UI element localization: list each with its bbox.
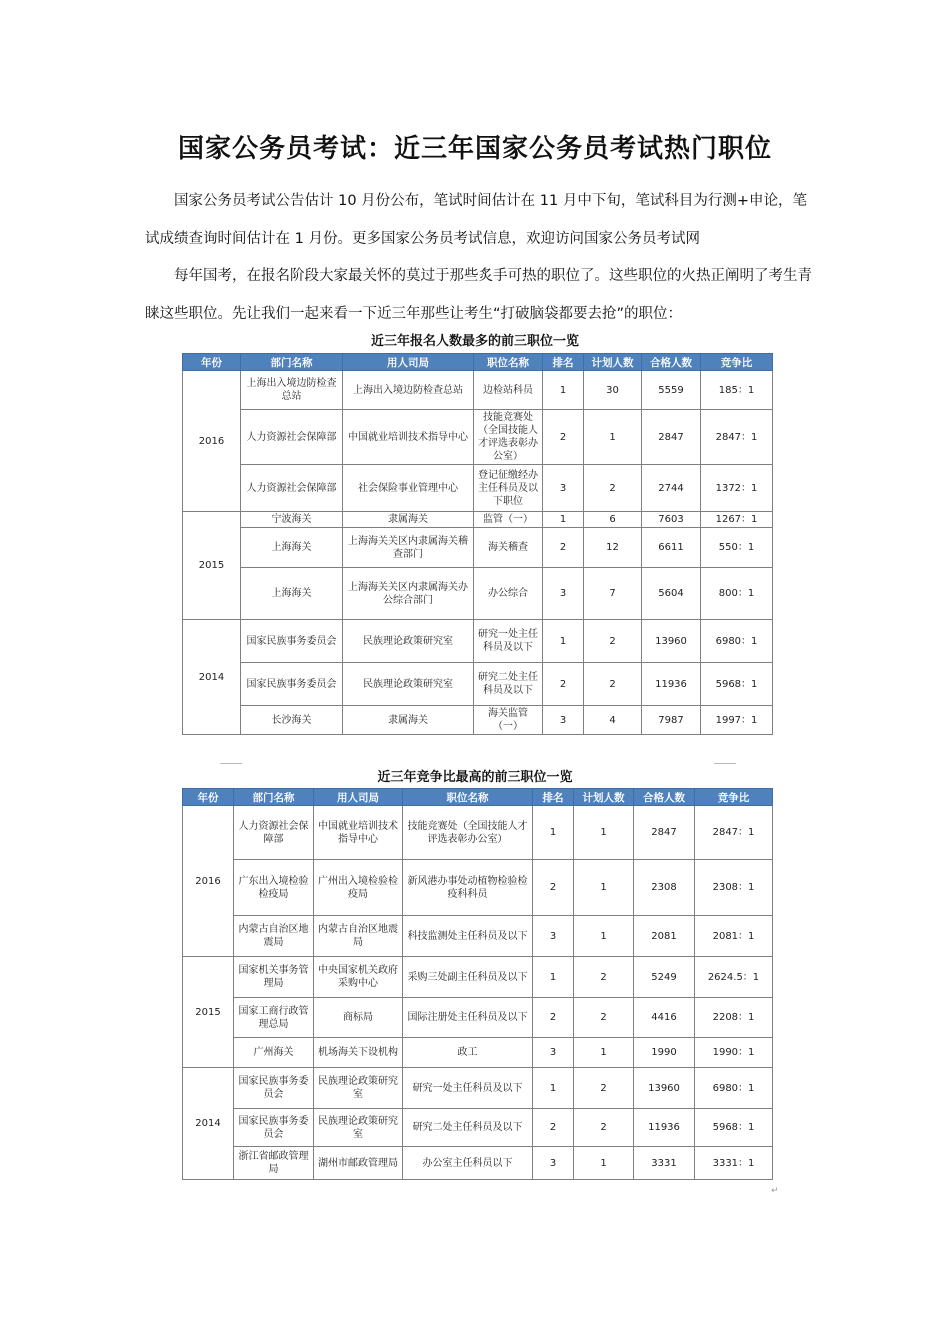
table-cell: 中国就业培训技术指导中心 (314, 806, 403, 860)
col-header: 用人司局 (343, 354, 474, 371)
table-cell: 3 (533, 916, 574, 957)
table-row (183, 568, 773, 620)
col-header: 用人司局 (314, 789, 403, 806)
table-cell: 国家民族事务委员会 (234, 1068, 314, 1109)
col-header: 排名 (533, 789, 574, 806)
table-cell: 4416 (634, 998, 695, 1038)
table-cell: 机场海关下设机构 (314, 1038, 403, 1068)
table-cell: 社会保险事业管理中心 (343, 465, 474, 512)
table-cell: 1 (574, 1147, 634, 1180)
col-header: 竞争比 (695, 789, 773, 806)
paragraph-mark: ↵ (771, 1186, 779, 1196)
table-cell: 广州海关 (234, 1038, 314, 1068)
table-row (183, 663, 773, 706)
table-cell: 国家工商行政管理总局 (234, 998, 314, 1038)
table-cell: 3 (543, 465, 584, 512)
table-cell: 边检站科员 (474, 371, 543, 410)
table-cell: 办公室主任科员以下 (403, 1147, 533, 1180)
table-cell: 研究二处主任科员及以下 (403, 1109, 533, 1147)
table-cell: 国家民族事务委员会 (241, 620, 343, 663)
table-cell: 185：1 (701, 371, 773, 410)
table-cell: 民族理论政策研究室 (343, 663, 474, 706)
table-cell: 11936 (634, 1109, 695, 1147)
table-row (183, 512, 773, 528)
table-cell: 800：1 (701, 568, 773, 620)
col-header: 年份 (183, 789, 234, 806)
table-cell: 3 (543, 568, 584, 620)
most-applicants-table (182, 353, 773, 735)
table-header-row (183, 354, 773, 371)
divider (220, 763, 242, 764)
table-cell: 7987 (642, 706, 701, 735)
table-cell: 1997：1 (701, 706, 773, 735)
table-cell: 2 (584, 620, 642, 663)
table-cell: 上海海关 (241, 568, 343, 620)
table-cell: 研究一处主任科员及以下 (403, 1068, 533, 1109)
table-cell: 民族理论政策研究室 (343, 620, 474, 663)
table-cell: 1 (543, 512, 584, 528)
table-cell: 内蒙古自治区地震局 (314, 916, 403, 957)
table-row (183, 410, 773, 465)
col-header: 部门名称 (241, 354, 343, 371)
table-row (183, 706, 773, 735)
table-cell: 2 (574, 998, 634, 1038)
table-cell: 2 (584, 663, 642, 706)
table-cell: 研究二处主任科员及以下 (474, 663, 543, 706)
table-cell: 2847：1 (701, 410, 773, 465)
table-cell: 广州出入境检验检疫局 (314, 860, 403, 916)
table-row (183, 1109, 773, 1147)
year-cell: 2016 (183, 806, 234, 957)
table-cell: 广东出入境检验检疫局 (234, 860, 314, 916)
table-cell: 2624.5：1 (695, 957, 773, 998)
table-cell: 人力资源社会保障部 (241, 465, 343, 512)
table-row (183, 860, 773, 916)
table2-title: 近三年竞争比最高的前三职位一览 (377, 770, 573, 785)
table-row (183, 916, 773, 957)
table-cell: 上海出入境边防检查总站 (241, 371, 343, 410)
table-cell: 技能竞赛处（全国技能人才评选表彰办公室） (403, 806, 533, 860)
table-cell: 4 (584, 706, 642, 735)
table-cell: 11936 (642, 663, 701, 706)
table-cell: 3 (543, 706, 584, 735)
table-cell: 1372：1 (701, 465, 773, 512)
table-cell: 2 (543, 410, 584, 465)
table-cell: 3 (533, 1038, 574, 1068)
table-cell: 2 (574, 1068, 634, 1109)
table-cell: 上海出入境边防检查总站 (343, 371, 474, 410)
intro-paragraph: 国家公务员考试公告估计 10 月份公布，笔试时间估计在 11 月中下旬，笔试科目为行测+申论，笔试成绩查询时间估计在 1 月份。更多国家公务员考试信息，欢迎访问国家公务员考试网 (145, 193, 807, 247)
table-cell: 办公综合 (474, 568, 543, 620)
col-header: 职位名称 (474, 354, 543, 371)
table-row (183, 1147, 773, 1180)
table-cell: 2 (533, 998, 574, 1038)
table-cell: 550：1 (701, 528, 773, 568)
table-cell: 12 (584, 528, 642, 568)
table-cell: 浙江省邮政管理局 (234, 1147, 314, 1180)
table-cell: 民族理论政策研究室 (314, 1109, 403, 1147)
table-cell: 政工 (403, 1038, 533, 1068)
table-cell: 2308：1 (695, 860, 773, 916)
table-header-row (183, 789, 773, 806)
table-cell: 5604 (642, 568, 701, 620)
table-cell: 2 (533, 1109, 574, 1147)
table-row (183, 998, 773, 1038)
table-cell: 1 (533, 1068, 574, 1109)
year-cell: 2016 (183, 371, 241, 512)
table-cell: 长沙海关 (241, 706, 343, 735)
highest-ratio-table (182, 788, 773, 1180)
col-header: 职位名称 (403, 789, 533, 806)
table-cell: 1 (574, 916, 634, 957)
table-cell: 13960 (634, 1068, 695, 1109)
table-cell: 人力资源社会保障部 (241, 410, 343, 465)
table-cell: 5968：1 (695, 1109, 773, 1147)
table-cell: 6 (584, 512, 642, 528)
table-cell: 2847 (642, 410, 701, 465)
table-cell: 7603 (642, 512, 701, 528)
table-row (183, 957, 773, 998)
table-cell: 1 (533, 957, 574, 998)
table-cell: 国家民族事务委员会 (241, 663, 343, 706)
table-cell: 内蒙古自治区地震局 (234, 916, 314, 957)
year-cell: 2014 (183, 1068, 234, 1180)
table-cell: 国家机关事务管理局 (234, 957, 314, 998)
table-cell: 7 (584, 568, 642, 620)
year-cell: 2014 (183, 620, 241, 735)
table-cell: 商标局 (314, 998, 403, 1038)
table-cell: 2208：1 (695, 998, 773, 1038)
table-cell: 海关稽查 (474, 528, 543, 568)
col-header: 合格人数 (642, 354, 701, 371)
table-cell: 2308 (634, 860, 695, 916)
table-cell: 30 (584, 371, 642, 410)
table-row (183, 528, 773, 568)
table-cell: 技能竞赛处（全国技能人才评选表彰办公室） (474, 410, 543, 465)
table-cell: 1990 (634, 1038, 695, 1068)
table-cell: 国际注册处主任科员及以下 (403, 998, 533, 1038)
table-row (183, 806, 773, 860)
table-cell: 1990：1 (695, 1038, 773, 1068)
table-body (183, 371, 773, 735)
table-cell: 1 (543, 620, 584, 663)
divider (714, 763, 736, 764)
table-cell: 登记征缴经办主任科员及以下职位 (474, 465, 543, 512)
table-cell: 2744 (642, 465, 701, 512)
table-cell: 1267：1 (701, 512, 773, 528)
table-cell: 1 (574, 1038, 634, 1068)
table-cell: 采购三处副主任科员及以下 (403, 957, 533, 998)
table-cell: 中国就业培训技术指导中心 (343, 410, 474, 465)
table-cell: 2 (574, 1109, 634, 1147)
table-cell: 2 (543, 528, 584, 568)
table-cell: 上海海关 (241, 528, 343, 568)
table-cell: 13960 (642, 620, 701, 663)
col-header: 排名 (543, 354, 584, 371)
table-cell: 5249 (634, 957, 695, 998)
col-header: 计划人数 (584, 354, 642, 371)
table-cell: 2 (543, 663, 584, 706)
table-cell: 6980：1 (701, 620, 773, 663)
page-title: 国家公务员考试：近三年国家公务员考试热门职位 (177, 134, 772, 164)
table-cell: 6980：1 (695, 1068, 773, 1109)
table-cell: 1 (584, 410, 642, 465)
table-cell: 2847 (634, 806, 695, 860)
table-cell: 国家民族事务委员会 (234, 1109, 314, 1147)
table-cell: 隶属海关 (343, 512, 474, 528)
table-cell: 科技监测处主任科员及以下 (403, 916, 533, 957)
table-cell: 2 (574, 957, 634, 998)
table-row (183, 1038, 773, 1068)
table-cell: 2081：1 (695, 916, 773, 957)
table-body (183, 806, 773, 1180)
table-cell: 2 (584, 465, 642, 512)
table-row (183, 1068, 773, 1109)
table-cell: 民族理论政策研究室 (314, 1068, 403, 1109)
table-cell: 5968：1 (701, 663, 773, 706)
table-cell: 6611 (642, 528, 701, 568)
table-cell: 2847：1 (695, 806, 773, 860)
table1-title: 近三年报名人数最多的前三职位一览 (370, 334, 579, 349)
col-header: 年份 (183, 354, 241, 371)
table-cell: 1 (574, 860, 634, 916)
table-cell: 上海海关关区内隶属海关办公综合部门 (343, 568, 474, 620)
table-cell: 新风港办事处动植物检验检疫科科员 (403, 860, 533, 916)
table-cell: 湖州市邮政管理局 (314, 1147, 403, 1180)
table-cell: 1 (533, 806, 574, 860)
table-cell: 2 (533, 860, 574, 916)
table-cell: 1 (543, 371, 584, 410)
table-cell: 3 (533, 1147, 574, 1180)
table-cell: 监管（一） (474, 512, 543, 528)
table-cell: 人力资源社会保障部 (234, 806, 314, 860)
table-row (183, 371, 773, 410)
table-cell: 1 (574, 806, 634, 860)
col-header: 部门名称 (234, 789, 314, 806)
table-cell: 宁波海关 (241, 512, 343, 528)
table-cell: 隶属海关 (343, 706, 474, 735)
table-cell: 5559 (642, 371, 701, 410)
year-cell: 2015 (183, 512, 241, 620)
table-row (183, 620, 773, 663)
table-cell: 上海海关关区内隶属海关稽查部门 (343, 528, 474, 568)
hot-positions-paragraph: 每年国考，在报名阶段大家最关怀的莫过于那些炙手可热的职位了。这些职位的火热正阐明了考生青睐这些职位。先让我们一起来看一下近三年那些让考生“打破脑袋都要去抢”的职位： (145, 268, 812, 322)
table-cell: 3331 (634, 1147, 695, 1180)
table-row (183, 465, 773, 512)
col-header: 计划人数 (574, 789, 634, 806)
table-cell: 海关监管（一） (474, 706, 543, 735)
col-header: 竞争比 (701, 354, 773, 371)
table-cell: 2081 (634, 916, 695, 957)
table-cell: 中央国家机关政府采购中心 (314, 957, 403, 998)
col-header: 合格人数 (634, 789, 695, 806)
year-cell: 2015 (183, 957, 234, 1068)
table-cell: 3331：1 (695, 1147, 773, 1180)
table-cell: 研究一处主任科员及以下 (474, 620, 543, 663)
